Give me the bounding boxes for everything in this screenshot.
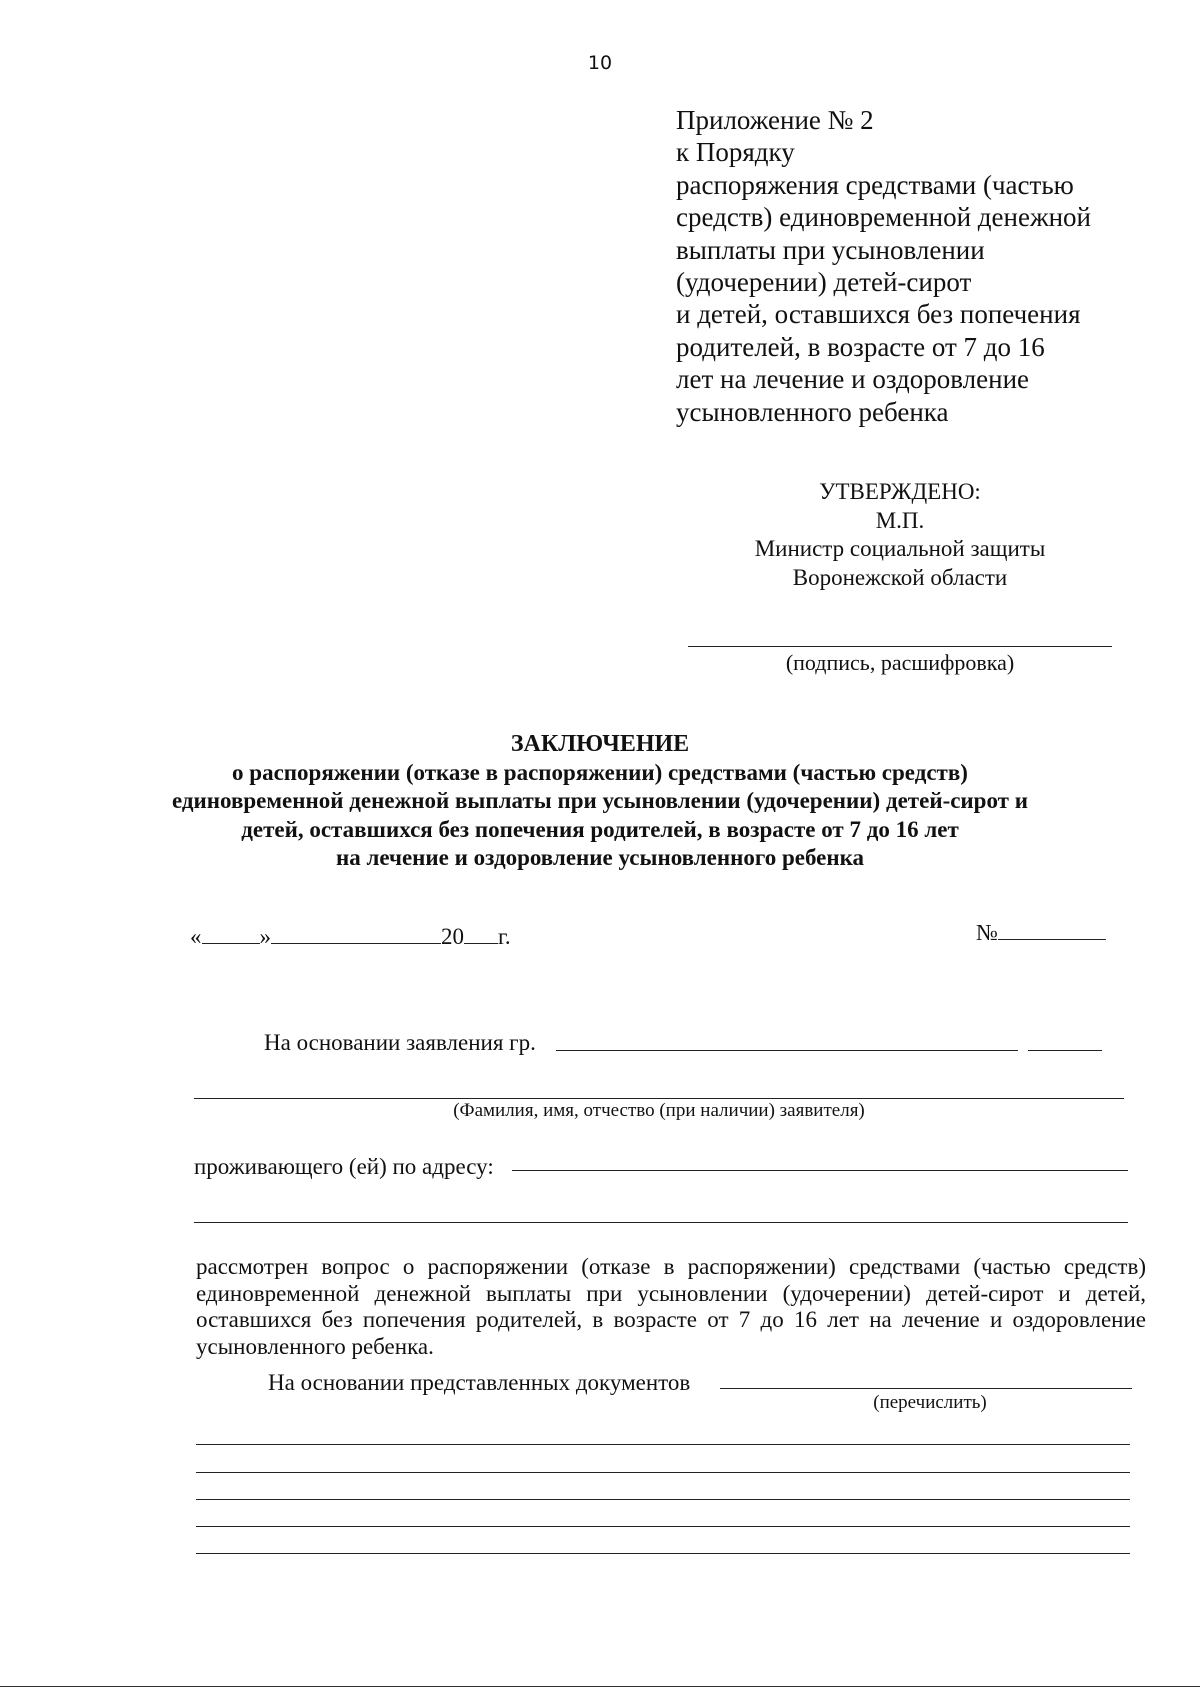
page-bottom-edge — [0, 1686, 1200, 1687]
applicant-label: На основании заявления гр. — [264, 1030, 536, 1055]
appendix-line: средств) единовременной денежной — [676, 202, 1091, 233]
applicant-caption: (Фамилия, имя, отчество (при наличии) заявителя) — [453, 1100, 865, 1121]
documents-line[interactable] — [196, 1553, 1130, 1554]
applicant-field[interactable] — [556, 1050, 1018, 1051]
date-close-quote: » — [259, 924, 271, 949]
approval-block — [700, 478, 1100, 592]
signature-field[interactable] — [688, 646, 1112, 647]
documents-line[interactable] — [196, 1499, 1130, 1500]
number-line — [976, 920, 1106, 946]
appendix-line: Приложение № 2 — [676, 105, 874, 135]
appendix-line: (удочерении) детей-сирот — [676, 267, 972, 298]
address-label: проживающего (ей) по адресу: — [194, 1154, 494, 1179]
documents-line[interactable] — [196, 1444, 1130, 1445]
title-line: на лечение и оздоровление усыновленного ребенка — [335, 845, 865, 870]
year-prefix: 20 — [441, 924, 464, 949]
address-field[interactable] — [512, 1170, 1128, 1171]
page-number: 10 — [587, 52, 613, 74]
date-open-quote: « — [190, 924, 202, 949]
signature-caption: (подпись, расшифровка) — [785, 650, 1015, 675]
approver-region: Воронежской области — [792, 564, 1008, 590]
appendix-line: к Порядку — [676, 137, 795, 168]
documents-label: На основании представленных документов — [268, 1370, 691, 1395]
number-label: № — [976, 920, 998, 945]
year-field[interactable] — [464, 925, 498, 944]
applicant-field-line2[interactable] — [194, 1098, 1124, 1099]
applicant-field-extra[interactable] — [1028, 1050, 1102, 1051]
appendix-line: усыновленного ребенка — [676, 396, 949, 427]
documents-line[interactable] — [196, 1472, 1130, 1473]
appendix-line: распоряжения средствами (частью — [676, 169, 1074, 200]
day-field[interactable] — [202, 925, 260, 944]
appendix-block — [676, 104, 1176, 428]
number-field[interactable] — [998, 921, 1106, 940]
appendix-line: родителей, в возрасте от 7 до 16 — [676, 331, 1045, 362]
title-line: о распоряжении (отказе в распоряжении) средствами (частью средств) — [232, 759, 968, 785]
body-paragraph: рассмотрен вопрос о распоряжении (отказе в распоряжении) средствами (частью средств) единовременной денежной выплаты при усыновлении (удочерении) детей-сирот и детей, оставшихся без попечения родителей, в возрасте от 7 до 16 лет на лечение и оздоровление усыновленного ребенка. — [196, 1254, 1146, 1359]
title-line: детей, оставшихся без попечения родителей, в возрасте от 7 до 16 лет — [241, 816, 959, 842]
documents-field[interactable] — [720, 1388, 1132, 1389]
document-title — [0, 730, 1200, 873]
documents-caption: (перечислить) — [873, 1392, 987, 1413]
address-field-line2[interactable] — [194, 1222, 1128, 1223]
appendix-line: лет на лечение и оздоровление — [676, 364, 1030, 395]
appendix-line: выплаты при усыновлении — [676, 234, 985, 265]
title-main: ЗАКЛЮЧЕНИЕ — [510, 731, 690, 757]
approver-position: Министр социальной защиты — [754, 536, 1046, 561]
date-line — [190, 924, 511, 950]
appendix-line: и детей, оставшихся без попечения — [676, 299, 1081, 330]
stamp-place: М.П. — [875, 507, 925, 533]
year-suffix: г. — [498, 924, 511, 949]
month-field[interactable] — [271, 925, 441, 944]
title-line: единовременной денежной выплаты при усыновлении (удочерении) детей-сирот и — [172, 788, 1028, 813]
documents-line[interactable] — [196, 1526, 1130, 1527]
approval-heading: УТВЕРЖДЕНО: — [819, 479, 981, 504]
